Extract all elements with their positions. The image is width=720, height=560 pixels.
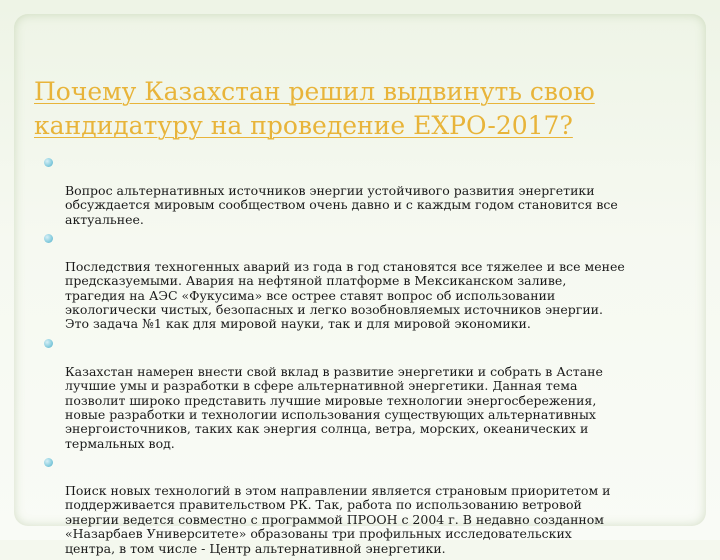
bullet-dot-icon bbox=[44, 458, 53, 467]
bullet-text: Поиск новых технологий в этом направлении является страновым приоритетом и поддерживается правительством РК. Так, работа по использованию ветровой энергии ведется совместно с программой ПРООН с 2004 г. В недавно созданном «Назарбаев Университете» образованы три профильных исследовательских центра, в том числе - Центр альтернативной энергетики. bbox=[65, 482, 611, 556]
bullet-item bbox=[44, 336, 684, 451]
bullet-item bbox=[44, 455, 684, 556]
bullet-text: Вопрос альтернативных источников энергии устойчивого развития энергетики обсуждается мировым сообществом очень давно и с каждым годом становится все актуальнее. bbox=[65, 182, 618, 227]
bullet-item bbox=[44, 231, 684, 332]
bullet-list bbox=[44, 155, 684, 560]
bullet-text: Последствия техногенных аварий из года в год становятся все тяжелее и все менее предсказуемыми. Авария на нефтяной платформе в Мексиканском заливе, трагедия на АЭС «Фукусима» все острее ставят вопрос об использовании экологически чистых, безопасных и легко возобновляемых источников энергии. Это задача №1 как для мировой науки, так и для мировой экономики. bbox=[65, 258, 625, 332]
bullet-dot-icon bbox=[44, 234, 53, 243]
bullet-dot-icon bbox=[44, 158, 53, 167]
bullet-text: Казахстан намерен внести свой вклад в развитие энергетики и собрать в Астане лучшие умы и разработки в сфере альтернативной энергетики. Данная тема позволит широко представить лучшие мировые технологии энергосбережения, новые разработки и технологии использования существующих альтернативных энергоисточников, таких как энергия солнца, ветра, морских, океанических и термальных вод. bbox=[65, 363, 603, 451]
bullet-dot-icon bbox=[44, 339, 53, 348]
slide-title: Почему Казахстан решил выдвинуть свою кандидатуру на проведение EXPO-2017? bbox=[34, 77, 595, 140]
bullet-item bbox=[44, 155, 684, 227]
